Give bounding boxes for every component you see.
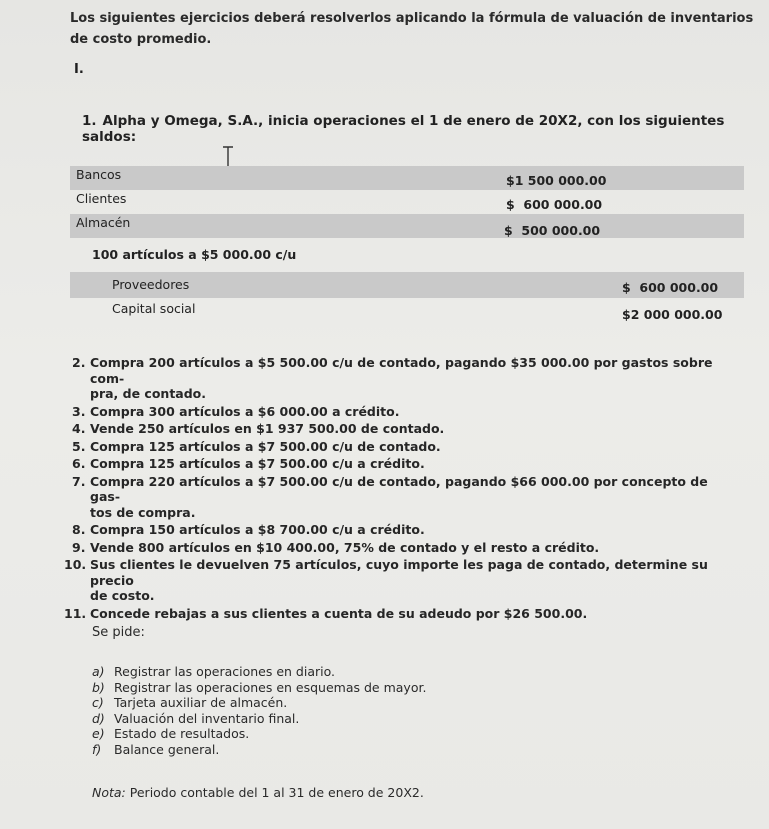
item-letter: d) (92, 710, 105, 726)
balance-label: 100 artículos a $5 000.00 c/u (92, 247, 297, 262)
opening-balances-table (70, 166, 744, 332)
list-item (92, 726, 426, 742)
list-item (72, 456, 732, 472)
balance-amount: $ 600 000.00 (622, 280, 719, 295)
item-number: 7. (72, 473, 86, 489)
note (92, 785, 424, 800)
list-item (64, 606, 732, 622)
list-item (92, 695, 426, 711)
note-text: Periodo contable del 1 al 31 de enero de 20X2. (129, 785, 424, 800)
item-text: Balance general. (114, 741, 220, 757)
balance-label: Bancos (76, 167, 122, 182)
item-text-cont: tos de compra. (90, 504, 196, 520)
item-number: 8. (72, 522, 86, 537)
balance-amount: $ 600 000.00 (506, 197, 603, 212)
balance-row-proveedores (70, 272, 744, 298)
problem-statement (82, 113, 769, 145)
problem-text: Alpha y Omega, S.A., inicia operaciones el 1 de enero de 20X2, con los siguientes saldos: (82, 113, 725, 145)
item-text: Vende 250 artículos en $1 937 500.00 de contado. (90, 421, 445, 436)
se-pide-heading: Se pide: (92, 625, 145, 640)
item-number: 10. (64, 557, 87, 572)
requirements-list (92, 664, 426, 757)
problem-number: 1. (82, 113, 97, 129)
list-item (92, 664, 426, 680)
item-number: 4. (72, 421, 86, 436)
list-item (64, 557, 732, 604)
balance-amount: $ 500 000.00 (504, 223, 601, 238)
item-number: 9. (72, 539, 86, 555)
item-text: Valuación del inventario final. (114, 710, 300, 726)
balance-row-capital (70, 298, 744, 322)
item-text: Estado de resultados. (114, 726, 250, 741)
item-number: 3. (72, 403, 86, 419)
list-item (72, 421, 732, 437)
balance-amount: $2 000 000.00 (622, 307, 723, 322)
item-text: Compra 300 artículos a $6 000.00 a crédito. (90, 403, 400, 419)
item-text: Compra 220 artículos a $7 500.00 c/u de contado, pagando $66 000.00 por concepto de gas- (90, 473, 708, 504)
item-text: Compra 125 artículos a $7 500.00 c/u a crédito. (90, 456, 425, 471)
item-text: Compra 150 artículos a $8 700.00 c/u a crédito. (90, 522, 425, 537)
item-text: Compra 125 artículos a $7 500.00 c/u de contado. (90, 438, 441, 454)
balance-label: Almacén (76, 215, 131, 230)
item-number: 5. (72, 438, 86, 454)
item-text: Registrar las operaciones en esquemas de mayor. (114, 679, 427, 695)
list-item (72, 540, 732, 556)
note-prefix: Nota: (92, 785, 126, 800)
balance-row-almacen (70, 214, 744, 238)
balance-label: Clientes (76, 191, 127, 206)
item-letter: a) (92, 664, 105, 679)
balance-row-bancos (70, 166, 744, 190)
balance-label: Proveedores (112, 277, 190, 292)
list-item (72, 355, 732, 402)
list-item (72, 404, 732, 420)
operations-list (64, 355, 732, 623)
item-text: Tarjeta auxiliar de almacén. (114, 695, 288, 710)
item-number: 6. (72, 456, 86, 471)
item-letter: b) (92, 679, 105, 695)
intro-text: Los siguientes ejercicios deberá resolverlos aplicando la fórmula de valuación de inventarios de costo promedio. (70, 11, 754, 47)
balance-label: Capital social (112, 301, 196, 316)
item-text: Registrar las operaciones en diario. (114, 664, 335, 679)
item-number: 11. (64, 605, 87, 621)
list-item (72, 439, 732, 455)
balance-row-articulos (70, 246, 744, 270)
item-letter: f) (92, 741, 102, 757)
item-text: Compra 200 artículos a $5 500.00 c/u de contado, pagando $35 000.00 por gastos sobre com- (90, 355, 713, 386)
balance-row-clientes (70, 190, 744, 214)
item-text: Sus clientes le devuelven 75 artículos, cuyo importe les paga de contado, determine su precio (90, 557, 708, 588)
section-number: I. (74, 62, 84, 77)
item-letter: c) (92, 695, 104, 710)
item-text: Vende 800 artículos en $10 400.00, 75% de contado y el resto a crédito. (90, 539, 600, 555)
item-text-cont: de costo. (90, 588, 155, 603)
list-item (92, 680, 426, 696)
item-letter: e) (92, 726, 105, 741)
list-item (92, 711, 426, 727)
item-text-cont: pra, de contado. (90, 386, 207, 401)
item-number: 2. (72, 355, 86, 370)
list-item (92, 742, 426, 758)
list-item (72, 522, 732, 538)
balance-amount: $1 500 000.00 (506, 173, 607, 188)
item-text: Concede rebajas a sus clientes a cuenta de su adeudo por $26 500.00. (90, 605, 588, 621)
list-item (72, 474, 732, 521)
